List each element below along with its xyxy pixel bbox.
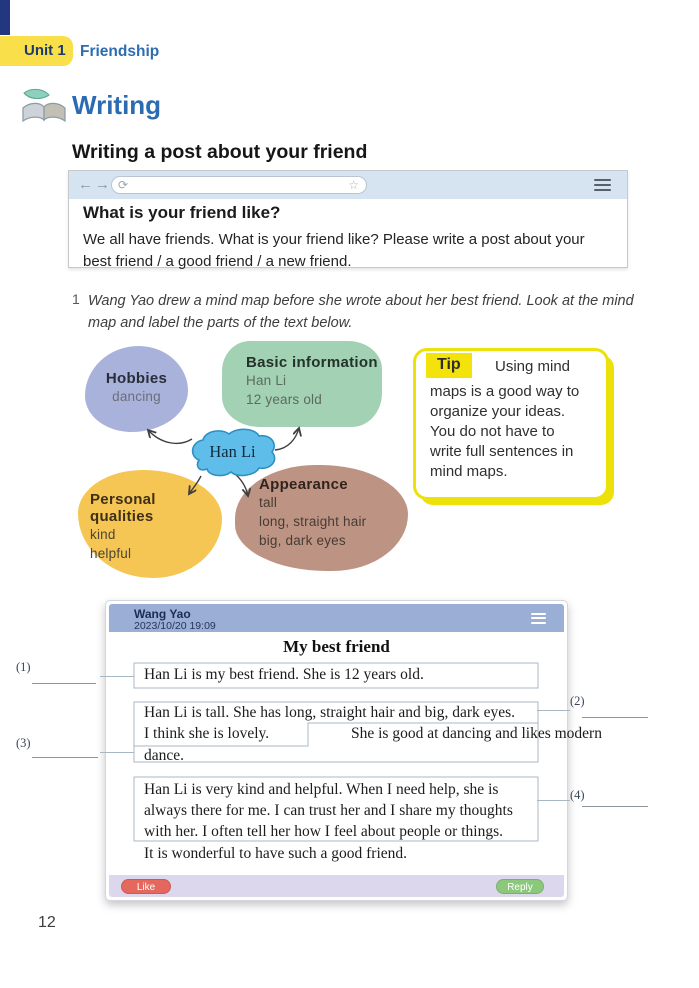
tip-text-line: maps is a good way to (430, 383, 580, 400)
connector-line-4 (537, 800, 570, 801)
mind-map (75, 338, 420, 583)
connector-line-3 (100, 752, 134, 753)
annotation-label-1: (1) (16, 660, 31, 674)
post-header (109, 604, 564, 632)
post-title: My best friend (283, 637, 390, 656)
unit-tab (0, 36, 73, 66)
tip-text-line: You do not have to (430, 423, 555, 440)
node-item: Han Li (246, 373, 287, 388)
node-item: tall (259, 495, 278, 510)
post-closing-line: It is wonderful to have such a good friend. (144, 845, 408, 862)
tip-text (430, 382, 579, 482)
mindmap-center-node (185, 426, 280, 478)
node-item: 12 years old (246, 392, 322, 407)
book-feather-icon (20, 86, 68, 124)
post-author: Wang Yao (134, 607, 191, 621)
node-item: helpful (90, 546, 132, 561)
node-item: dancing (112, 389, 161, 404)
unit-label: Unit 1 (24, 42, 66, 59)
center-node-label: Han Li (209, 442, 256, 461)
post-paragraph-2-end: I think she is lovely. (144, 725, 270, 742)
answer-blank-1[interactable] (32, 683, 96, 684)
answer-blank-3[interactable] (32, 757, 98, 758)
node-item: big, dark eyes (259, 533, 346, 548)
tip-box (413, 348, 609, 500)
webpage-title: What is your friend like? (83, 203, 281, 222)
page-number: 12 (38, 914, 56, 931)
post-card (105, 600, 602, 901)
tip-text-line: mind maps. (430, 463, 508, 480)
browser-content (83, 203, 615, 273)
browser-toolbar (69, 171, 627, 199)
reply-button[interactable]: Reply (496, 879, 544, 894)
forward-arrow-icon[interactable]: → (95, 176, 110, 193)
tip-text-line: organize your ideas. (430, 403, 566, 420)
node-title: Personal qualities (90, 491, 156, 525)
annotation-label-4: (4) (570, 788, 585, 802)
annotation-label-3: (3) (16, 736, 31, 750)
post-paragraph-3-line: dance. (144, 747, 185, 764)
post-datetime: 2023/10/20 19:09 (134, 619, 216, 632)
node-item: kind (90, 527, 116, 542)
bookmark-star-icon[interactable]: ☆ (348, 178, 359, 192)
browser-menu-icon[interactable] (594, 179, 611, 194)
post-paragraph-4-line: with her. I often tell her how I feel about people or things. (144, 823, 503, 840)
refresh-icon[interactable]: ⟳ (118, 178, 129, 192)
post-paragraph-2-line (144, 725, 602, 743)
mindmap-node-basic-information (222, 341, 382, 427)
mindmap-node-appearance (235, 465, 408, 571)
exercise-number: 1 (72, 291, 80, 307)
mindmap-node-personal-qualities (78, 470, 222, 578)
post-footer (109, 875, 564, 897)
tip-text-line: Using mind (495, 358, 571, 375)
back-arrow-icon[interactable]: ← (78, 176, 93, 193)
webpage-text-line: We all have friends. What is your friend like? Please write a post about your (83, 231, 585, 248)
node-title: Hobbies (105, 370, 168, 387)
post-menu-icon[interactable] (531, 613, 546, 626)
section-title: Writing (72, 90, 162, 120)
corner-bleed-block (0, 0, 10, 35)
like-button[interactable]: Like (121, 879, 171, 894)
tip-text-line: write full sentences in (430, 443, 574, 460)
post-paragraph-3-start: She is good at dancing and likes modern (351, 725, 602, 742)
post-paragraph-2-line: Han Li is tall. She has long, straight hair and big, dark eyes. (144, 704, 516, 721)
webpage-text-line: best friend / a good friend / a new friend. (83, 253, 352, 270)
connector-line-1 (100, 676, 134, 677)
tip-label: Tip (426, 353, 472, 378)
page-title: Writing a post about your friend (72, 141, 368, 163)
node-title: Appearance (259, 476, 348, 493)
answer-blank-4[interactable] (582, 806, 648, 807)
annotation-label-2: (2) (570, 694, 585, 708)
node-title: Basic information (246, 354, 378, 371)
post-paragraph-4-line: Han Li is very kind and helpful. When I need help, she is (144, 781, 499, 798)
mindmap-node-hobbies (85, 346, 188, 432)
instruction-line: map and label the parts of the text below. (88, 315, 353, 331)
instruction-line: Wang Yao drew a mind map before she wrote about her best friend. Look at the mind (88, 293, 634, 309)
url-bar[interactable] (111, 176, 367, 194)
unit-title: Friendship (80, 43, 160, 60)
post-paragraph-4-line: always there for me. I can trust her and I share my thoughts (144, 802, 513, 819)
answer-blank-2[interactable] (582, 717, 648, 718)
post-paragraph-1: Han Li is my best friend. She is 12 years old. (144, 666, 424, 683)
browser-window (68, 170, 628, 268)
node-item: long, straight hair (259, 514, 367, 529)
connector-line-2 (537, 710, 570, 711)
